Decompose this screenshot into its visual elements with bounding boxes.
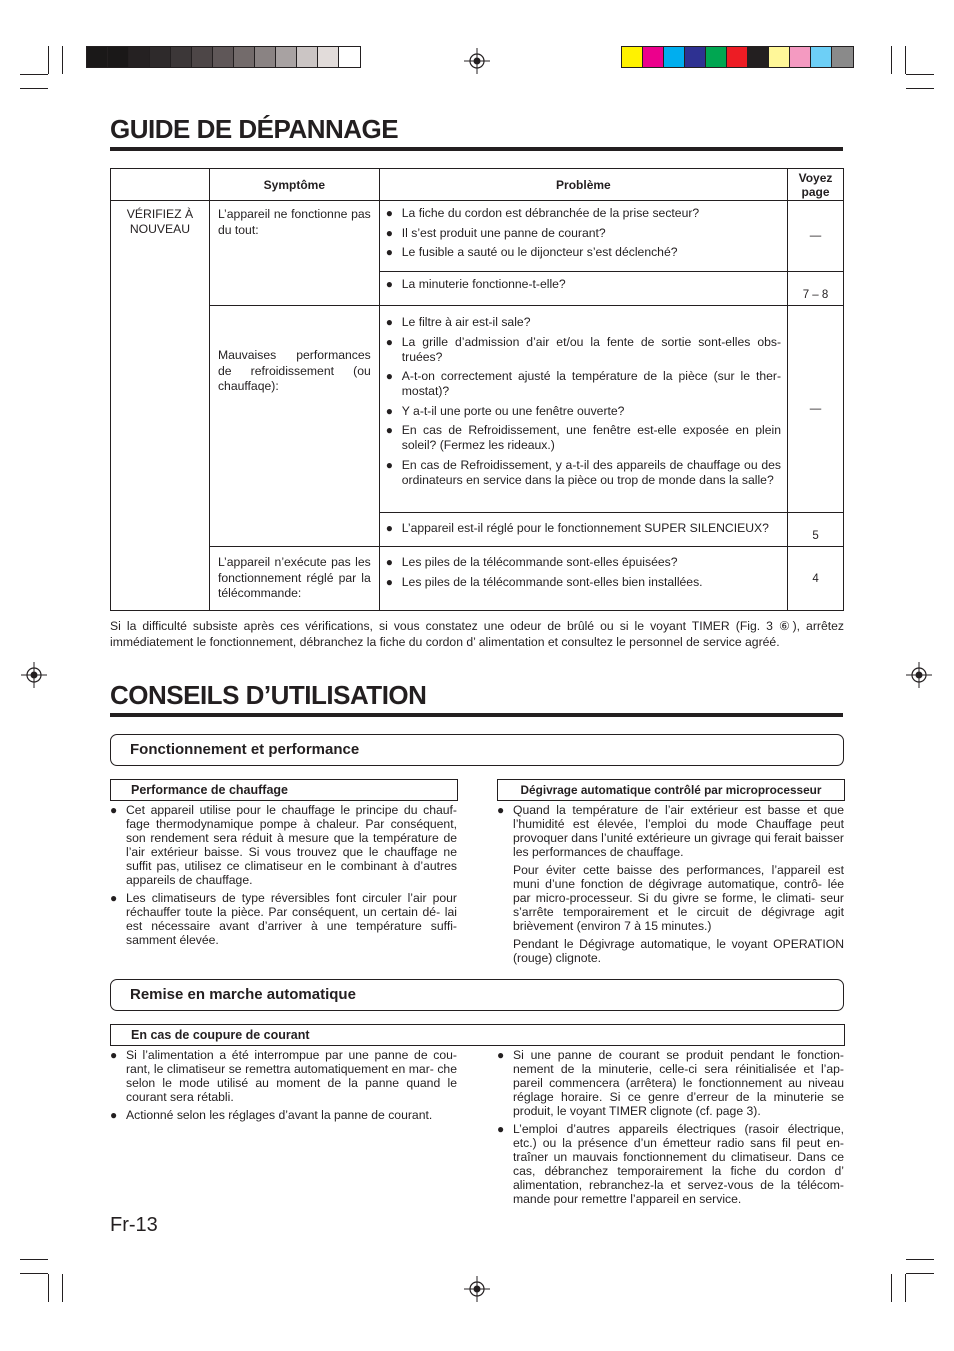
color-swatch xyxy=(727,47,748,67)
problem-cell xyxy=(379,272,787,306)
check-again-label: VÉRIFIEZ À NOUVEAU xyxy=(111,201,210,611)
page-ref: 5 xyxy=(788,513,844,547)
symptom-cell: L’appareil n’exécute pas les fonctionnement réglé par la télécommande: xyxy=(209,547,379,611)
bullet-icon: ● xyxy=(385,277,394,291)
bullet-icon: ● xyxy=(497,1122,505,1136)
list-item: ● En cas de Refroidissement, y a-t-il des appareils de chauffage ou des ordinateurs en service dans la pièce ou trop de monde dans la salle? xyxy=(385,457,782,487)
color-swatch xyxy=(255,47,276,67)
page-number: Fr-13 xyxy=(110,1214,158,1236)
bullet-icon: ● xyxy=(385,369,394,383)
header-check xyxy=(111,169,210,201)
list-item: ● Le fusible a sauté ou le dijoncteur s’est déclenché? xyxy=(385,245,678,259)
list-item: ● Le filtre à air est-il sale? xyxy=(385,315,531,329)
registration-mark-icon xyxy=(464,1276,490,1302)
bullet-icon: ● xyxy=(385,555,394,569)
color-swatch xyxy=(643,47,664,67)
list-item: ● Si l’alimentation a été interrompue par une panne de cou- rant, le climatiseur se remettra automatiquement en mar- che selon le mode utilisé au moment de la panne quand le courant sera rétabli. xyxy=(110,1048,457,1104)
problem-cell xyxy=(379,201,787,272)
subheading-defrost: Dégivrage automatique contrôlé par microprocesseur xyxy=(497,779,845,801)
bullet-icon: ● xyxy=(110,891,118,905)
list-item: ● Si une panne de courant se produit pendant le fonction- nement de la minuterie, celle-ci sera réinitialisée et l’ap- pareil commencera (arrêtera) le fonctionnement au niveau réglage horaire. Si ce genre d’erreur de la minuterie se produit, le voyant TIMER clignote (cf. page 3). xyxy=(497,1048,844,1118)
header-page: Voyez page xyxy=(788,169,844,201)
color-bar xyxy=(621,46,854,68)
header-symptom: Symptôme xyxy=(209,169,379,201)
list-item: ● La fiche du cordon est débranchée de la prise secteur? xyxy=(385,206,700,220)
list-item: ● Les piles de la télécommande sont-elles épuisées? xyxy=(385,555,678,569)
list-item: ● Actionné selon les réglages d’avant la panne de courant. xyxy=(110,1108,433,1122)
color-swatch xyxy=(790,47,811,67)
problem-cell xyxy=(379,513,787,547)
list-item: ● Y a-t-il une porte ou une fenêtre ouverte? xyxy=(385,403,625,418)
color-swatch xyxy=(297,47,318,67)
color-swatch xyxy=(318,47,339,67)
page-ref: 7 – 8 xyxy=(788,272,844,306)
guide-title: GUIDE DE DÉPANNAGE xyxy=(110,114,399,144)
color-swatch xyxy=(339,47,360,67)
list-item: ● En cas de Refroidissement, une fenêtre est-elle exposée en plein soleil? (Fermez les rideaux.) xyxy=(385,423,782,452)
bullet-icon: ● xyxy=(385,423,394,437)
page-ref: — xyxy=(788,201,844,272)
list-item: ● Les piles de la télécommande sont-elles bien installées. xyxy=(385,574,703,589)
section-box-auto-restart xyxy=(110,979,844,1011)
paragraph: Pendant le Dégivrage automatique, le voyant OPERATION (rouge) clignote. xyxy=(513,937,844,965)
heating-column xyxy=(110,803,457,951)
gray-color-bar xyxy=(86,46,361,68)
power-failure-left-column xyxy=(110,1048,457,1126)
bullet-icon: ● xyxy=(385,315,394,329)
bullet-icon: ● xyxy=(110,1108,118,1122)
bullet-icon: ● xyxy=(385,245,394,259)
bullet-icon: ● xyxy=(385,334,394,349)
color-swatch xyxy=(234,47,255,67)
color-swatch xyxy=(150,47,171,67)
list-item: ● L’emploi d’autres appareils électriques (rasoir électrique, etc.) ou la présence d’un émetteur radio sans fil peut en- traîner un mauvais fonctionnement du climatiseur. Dans ce cas, débranchez temporairement la fiche du cordon d’ alimentation, rebranchez-la et servez-vous de la télécom- mande pour remettre l’appareil en service. xyxy=(497,1122,844,1206)
bullet-icon: ● xyxy=(497,1048,505,1062)
color-swatch xyxy=(171,47,192,67)
registration-mark-icon xyxy=(21,662,47,688)
list-item: ● Les climatiseurs de type réversibles font circuler l’air pour réchauffer toute la pièce. Par conséquent, un certain dé- lai est nécessaire avant d’arriver à une température suffi- samment élevée. xyxy=(110,891,457,947)
color-swatch xyxy=(685,47,706,67)
bullet-icon: ● xyxy=(385,403,394,418)
bullet-icon: ● xyxy=(110,803,118,817)
title-rule xyxy=(110,147,843,151)
color-swatch xyxy=(706,47,727,67)
list-item: ● Quand la température de l’air extérieur est basse et que l’humidité est élevée, l’emploi du mode Chauffage peut provoquer dans l’unité extérieure un givrage qui ferait baisser les performances de chauffage. xyxy=(497,803,844,859)
troubleshooting-note: Si la difficulté subsiste après ces vérifications, si vous constatez une odeur de brûlé ou si le voyant TIMER (Fig. 3 ⑥), arrêtez immédiatement le fonctionnement, débranchez la fiche du cordon d’ alimentation et consultez le personnel de service agréé. xyxy=(110,619,844,649)
color-swatch xyxy=(276,47,297,67)
list-item: ● L’appareil est-il réglé pour le fonctionnement SUPER SILENCIEUX? xyxy=(385,521,769,535)
section-box-performance xyxy=(110,734,844,766)
registration-mark-icon xyxy=(906,662,932,688)
list-item: ● La grille d’admission d’air et/ou la fente de sortie sont-elles obs- truées? xyxy=(385,334,782,364)
problem-cell xyxy=(379,306,787,513)
defrost-column xyxy=(497,803,844,969)
color-swatch xyxy=(213,47,234,67)
color-swatch xyxy=(832,47,853,67)
color-swatch xyxy=(87,47,108,67)
section-title: Fonctionnement et performance xyxy=(130,741,360,758)
color-swatch xyxy=(769,47,790,67)
troubleshooting-table xyxy=(110,168,844,611)
color-swatch xyxy=(811,47,832,67)
symptom-cell: L’appareil ne fonctionne pas du tout: xyxy=(209,201,379,306)
bullet-icon: ● xyxy=(385,225,394,240)
bullet-icon: ● xyxy=(110,1048,118,1062)
conseils-title: CONSEILS D’UTILISATION xyxy=(110,680,427,710)
subheading-power-failure: En cas de coupure de courant xyxy=(110,1024,845,1046)
bullet-icon: ● xyxy=(385,574,394,589)
color-swatch xyxy=(748,47,769,67)
power-failure-right-column xyxy=(497,1048,844,1210)
page-ref: 4 xyxy=(788,547,844,611)
registration-mark-icon xyxy=(464,48,490,74)
header-problem: Problème xyxy=(379,169,787,201)
color-swatch xyxy=(664,47,685,67)
symptom-cell: Mauvaises performances de refroidissement (ou chauffaqe): xyxy=(209,306,379,547)
bullet-icon: ● xyxy=(385,457,394,472)
list-item: ● A-t-on correctement ajusté la température de la pièce (sur le ther- mostat)? xyxy=(385,369,782,398)
page-ref: — xyxy=(788,306,844,513)
list-item: ● Il s’est produit une panne de courant? xyxy=(385,225,606,240)
color-swatch xyxy=(108,47,129,67)
subheading-heating: Performance de chauffage xyxy=(110,779,458,801)
bullet-icon: ● xyxy=(385,521,394,535)
list-item: ● La minuterie fonctionne-t-elle? xyxy=(385,277,566,291)
title-rule xyxy=(110,713,843,717)
section-title: Remise en marche automatique xyxy=(130,986,356,1003)
paragraph: Pour éviter cette baisse des performances, l’appareil est muni d’une fonction de dégivrage automatique, contrô- lée par micro-processeur. Si du givre se forme, le climati- seur s’arrête temporairement et le circuit de dégivrage agit brièvement (environ 7 à 15 minutes.) xyxy=(513,863,844,933)
list-item: ● Cet appareil utilise pour le chauffage le principe du chauf- fage thermodynamique pompe à chaleur. Par conséquent, son rendement sera réduit à mesure que la température de l’air extérieur baisse. Si vous trouvez que le chauffage ne suffit pas, utilisez ce climatiseur en le combinant à d’autres appareils de chauffage. xyxy=(110,803,457,887)
bullet-icon: ● xyxy=(385,206,394,220)
color-swatch xyxy=(622,47,643,67)
color-swatch xyxy=(129,47,150,67)
color-swatch xyxy=(192,47,213,67)
bullet-icon: ● xyxy=(497,803,505,817)
problem-cell xyxy=(379,547,787,611)
